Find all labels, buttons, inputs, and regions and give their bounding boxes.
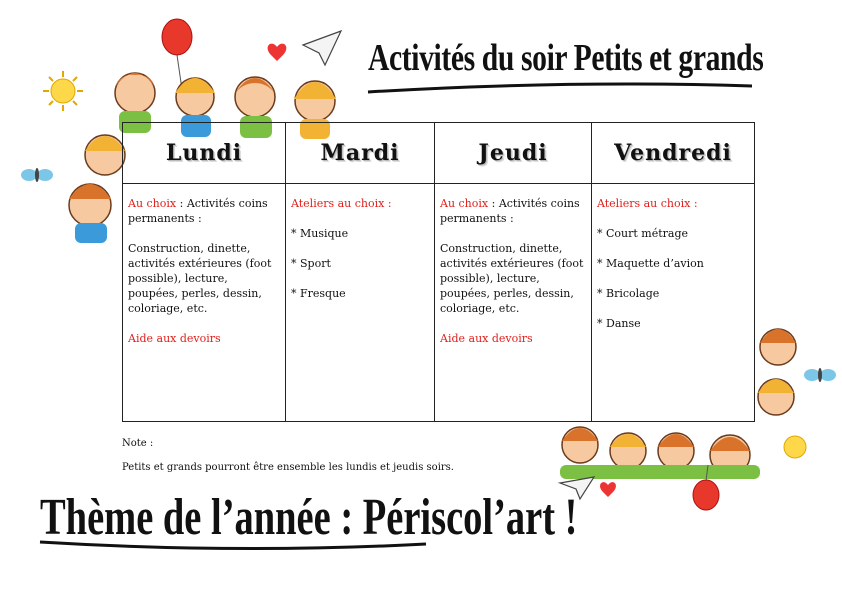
page-title: Activités du soir Petits et grands [368,37,764,79]
cell-vendredi [592,184,755,422]
list-item: * Fresque [291,287,346,300]
theme-title: Thème de l’année : Périscol’art ! [40,489,578,546]
list-item: * Court métrage [597,227,689,240]
day-header-mardi: Mardi [286,123,435,184]
note-label: Note : [122,438,154,449]
list-item: * Musique [291,227,349,240]
jeudi-choice: Au choix : Activités coins permanents : [440,197,580,225]
title-underline [366,80,756,96]
jeudi-homework: Aide aux devoirs [440,332,533,345]
table-header-row [123,123,755,184]
cell-mardi [286,184,435,422]
theme-underline [38,538,430,554]
mardi-heading: Ateliers au choix : [291,197,392,210]
vendredi-heading: Ateliers au choix : [597,197,698,210]
lundi-homework: Aide aux devoirs [128,332,221,345]
cell-lundi [123,184,286,422]
day-header-vendredi: Vendredi [592,123,755,184]
list-item: * Bricolage [597,287,660,300]
lundi-activities: Construction, dinette, activités extérieures (foot possible), lecture, poupées, perles, dessin, coloriage, etc. [128,242,272,315]
jeudi-activities: Construction, dinette, activités extérieures (foot possible), lecture, poupées, perles, dessin, coloriage, etc. [440,242,584,315]
lundi-choice: Au choix : Activités coins permanents : [128,197,268,225]
list-item: * Danse [597,317,641,330]
day-header-jeudi: Jeudi [435,123,592,184]
day-header-lundi: Lundi [123,123,286,184]
list-item: * Sport [291,257,331,270]
cell-jeudi [435,184,592,422]
note-text: Petits et grands pourront être ensemble les lundis et jeudis soirs. [122,462,454,473]
list-item: * Maquette d’avion [597,257,704,270]
activities-table [122,122,755,422]
table-row [123,184,755,422]
